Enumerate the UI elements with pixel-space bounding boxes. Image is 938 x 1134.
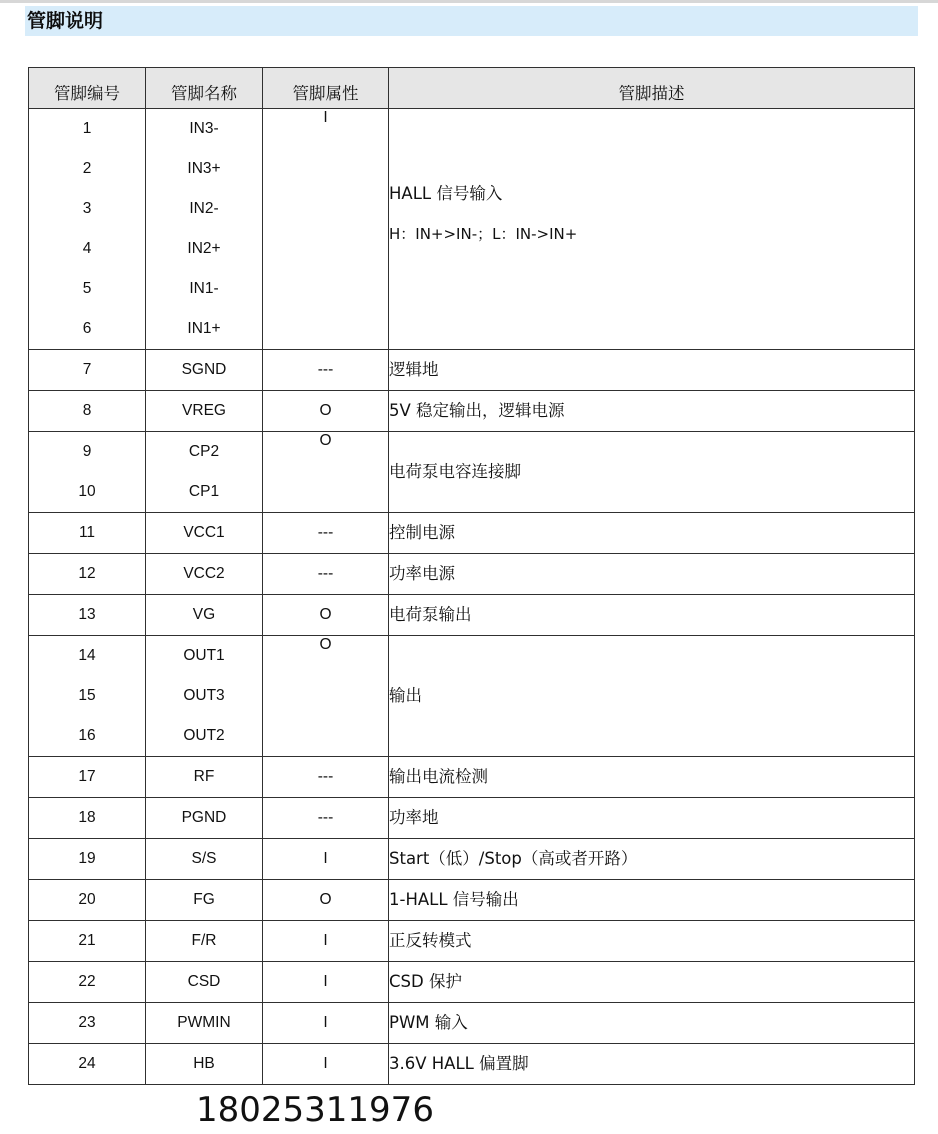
pin-name: VCC1 — [183, 524, 225, 541]
pin-name: PGND — [181, 809, 227, 826]
pin-description: PWM 输入 — [389, 1013, 468, 1032]
pin-number-cell — [29, 432, 146, 513]
pin-description: CSD 保护 — [389, 972, 462, 991]
pin-name: CP1 — [188, 483, 220, 500]
pin-number-cell — [29, 798, 146, 839]
pin-attribute-cell — [263, 513, 389, 554]
pin-attribute: O — [319, 636, 332, 653]
pin-name: IN2+ — [187, 240, 221, 257]
pin-description: 逻辑地 — [389, 360, 439, 379]
pin-attribute-cell — [263, 921, 389, 962]
pin-attribute-cell — [263, 757, 389, 798]
pin-attribute: O — [319, 402, 332, 419]
pin-name: CP2 — [188, 443, 220, 460]
pin-description: Start（低）/Stop（高或者开路） — [389, 849, 638, 868]
pin-name-cell — [146, 554, 263, 595]
pin-table — [28, 67, 915, 1085]
pin-number-cell — [29, 595, 146, 636]
pin-attribute-cell — [263, 595, 389, 636]
table-row — [29, 350, 915, 391]
table-row — [29, 391, 915, 432]
table-row — [29, 109, 915, 350]
pin-description-cell — [389, 839, 915, 880]
pin-attribute-cell — [263, 554, 389, 595]
pin-number: 17 — [78, 768, 96, 785]
pin-attribute: O — [319, 891, 332, 908]
pin-name-cell — [146, 757, 263, 798]
pin-number: 2 — [82, 160, 92, 177]
pin-name: IN1+ — [187, 320, 221, 337]
pin-name: F/R — [191, 932, 217, 949]
pin-description-cell — [389, 880, 915, 921]
pin-number-cell — [29, 1044, 146, 1085]
table-row — [29, 636, 915, 757]
pin-number-cell — [29, 109, 146, 350]
pin-description: 1-HALL 信号输出 — [389, 890, 519, 909]
pin-attribute-cell — [263, 350, 389, 391]
table-row — [29, 839, 915, 880]
pin-number: 6 — [82, 320, 92, 337]
table-row — [29, 513, 915, 554]
pin-description-cell — [389, 1003, 915, 1044]
pin-attribute: O — [319, 432, 332, 449]
pin-number: 19 — [78, 850, 96, 867]
pin-attribute-cell — [263, 1003, 389, 1044]
pin-name-cell — [146, 1044, 263, 1085]
pin-number-cell — [29, 839, 146, 880]
pin-number: 16 — [78, 727, 96, 744]
pin-name-cell — [146, 350, 263, 391]
pin-name: IN2- — [189, 200, 219, 217]
pin-name: PWMIN — [177, 1014, 231, 1031]
pin-attribute: I — [323, 109, 328, 126]
pin-number-cell — [29, 554, 146, 595]
table-row — [29, 798, 915, 839]
top-rule — [0, 0, 938, 3]
pin-number: 4 — [82, 240, 92, 257]
pin-description: 正反转模式 — [389, 931, 472, 950]
pin-number: 5 — [82, 280, 92, 297]
table-row — [29, 962, 915, 1003]
pin-description: 3.6V HALL 偏置脚 — [389, 1054, 529, 1073]
pin-number: 12 — [78, 565, 96, 582]
pin-number: 24 — [78, 1055, 96, 1072]
pin-name: VCC2 — [183, 565, 225, 582]
table-row — [29, 554, 915, 595]
pin-attribute: I — [323, 1055, 328, 1072]
pin-number-cell — [29, 513, 146, 554]
pin-name-cell — [146, 391, 263, 432]
pin-name-cell — [146, 109, 263, 350]
section-title: 管脚说明 — [25, 6, 918, 36]
table-row — [29, 921, 915, 962]
pin-number: 7 — [82, 361, 92, 378]
table-row — [29, 1044, 915, 1085]
pin-number: 1 — [82, 120, 92, 137]
pin-name-cell — [146, 798, 263, 839]
table-row — [29, 880, 915, 921]
pin-description: 功率电源 — [389, 564, 455, 583]
pin-number: 20 — [78, 891, 96, 908]
pin-description: 5V 稳定输出，逻辑电源 — [389, 401, 565, 420]
pin-description-cell — [389, 921, 915, 962]
pin-number-cell — [29, 921, 146, 962]
pin-description-cell — [389, 109, 915, 350]
pin-name: FG — [193, 891, 215, 908]
pin-name-cell — [146, 513, 263, 554]
pin-number: 11 — [78, 524, 96, 541]
header-pin-name: 管脚名称 — [146, 68, 263, 109]
pin-attribute: O — [319, 606, 332, 623]
pin-number: 14 — [78, 647, 96, 664]
pin-number-cell — [29, 880, 146, 921]
pin-number-cell — [29, 757, 146, 798]
header-pin-description: 管脚描述 — [389, 68, 915, 109]
pin-number: 15 — [78, 687, 96, 704]
pin-attribute-cell — [263, 839, 389, 880]
pin-number-cell — [29, 391, 146, 432]
pin-number-cell — [29, 350, 146, 391]
pin-name: S/S — [191, 850, 217, 867]
pin-attribute: I — [323, 1014, 328, 1031]
pin-name-cell — [146, 636, 263, 757]
pin-number: 9 — [82, 443, 92, 460]
pin-name: OUT2 — [183, 727, 225, 744]
pin-name-cell — [146, 1003, 263, 1044]
pin-attribute-cell — [263, 798, 389, 839]
pin-description: 电荷泵电容连接脚 — [389, 462, 521, 481]
pin-description: 输出 — [389, 686, 422, 705]
pin-attribute: I — [323, 932, 328, 949]
pin-name-cell — [146, 839, 263, 880]
pin-description: 电荷泵输出 — [389, 605, 472, 624]
pin-number-cell — [29, 636, 146, 757]
pin-table-body — [29, 109, 915, 1085]
pin-attribute: --- — [317, 524, 334, 541]
pin-number: 3 — [82, 200, 92, 217]
pin-description-cell — [389, 350, 915, 391]
pin-description: HALL 信号输入 — [389, 184, 503, 203]
pin-name: IN3+ — [187, 160, 221, 177]
pin-name: VREG — [182, 402, 226, 419]
pin-name-cell — [146, 432, 263, 513]
pin-attribute-cell — [263, 109, 389, 350]
header-pin-number: 管脚编号 — [29, 68, 146, 109]
pin-number: 8 — [82, 402, 92, 419]
pin-name-cell — [146, 921, 263, 962]
pin-description-cell — [389, 554, 915, 595]
pin-description: 功率地 — [389, 808, 439, 827]
pin-description-cell — [389, 1044, 915, 1085]
table-row — [29, 1003, 915, 1044]
pin-number: 22 — [78, 973, 96, 990]
pin-number-cell — [29, 962, 146, 1003]
pin-description-cell — [389, 962, 915, 1003]
pin-name: IN3- — [189, 120, 219, 137]
pin-name-cell — [146, 880, 263, 921]
pin-attribute-cell — [263, 880, 389, 921]
pin-description-cell — [389, 595, 915, 636]
pin-attribute: --- — [317, 809, 334, 826]
pin-attribute: --- — [317, 361, 334, 378]
header-row — [29, 68, 915, 109]
pin-description: H：IN+>IN-；L：IN->IN+ — [389, 225, 578, 243]
pin-description-cell — [389, 636, 915, 757]
pin-number: 23 — [78, 1014, 96, 1031]
pin-description: 控制电源 — [389, 523, 455, 542]
pin-attribute-cell — [263, 636, 389, 757]
pin-name: VG — [192, 606, 216, 623]
pin-name-cell — [146, 595, 263, 636]
pin-number: 21 — [78, 932, 96, 949]
pin-description-cell — [389, 513, 915, 554]
pin-attribute-cell — [263, 962, 389, 1003]
pin-name: SGND — [181, 361, 227, 378]
pin-attribute-cell — [263, 432, 389, 513]
pin-attribute-cell — [263, 1044, 389, 1085]
pin-number: 10 — [78, 483, 96, 500]
pin-attribute: --- — [317, 768, 334, 785]
pin-number: 13 — [78, 606, 96, 623]
table-row — [29, 595, 915, 636]
pin-description-cell — [389, 391, 915, 432]
pin-description-cell — [389, 757, 915, 798]
pin-description: 输出电流检测 — [389, 767, 488, 786]
pin-description-cell — [389, 798, 915, 839]
table-row — [29, 757, 915, 798]
pin-name: HB — [193, 1055, 215, 1072]
pin-attribute: --- — [317, 565, 334, 582]
table-row — [29, 432, 915, 513]
pin-number-cell — [29, 1003, 146, 1044]
pin-name: IN1- — [189, 280, 219, 297]
header-pin-attribute: 管脚属性 — [263, 68, 389, 109]
phone-number: 18025311976 — [196, 1090, 434, 1130]
pin-name: RF — [193, 768, 215, 785]
pin-attribute: I — [323, 850, 328, 867]
pin-attribute-cell — [263, 391, 389, 432]
pin-description-cell — [389, 432, 915, 513]
pin-attribute: I — [323, 973, 328, 990]
pin-name: CSD — [187, 973, 221, 990]
pin-name-cell — [146, 962, 263, 1003]
pin-name: OUT1 — [183, 647, 225, 664]
pin-name: OUT3 — [183, 687, 225, 704]
pin-number: 18 — [78, 809, 96, 826]
